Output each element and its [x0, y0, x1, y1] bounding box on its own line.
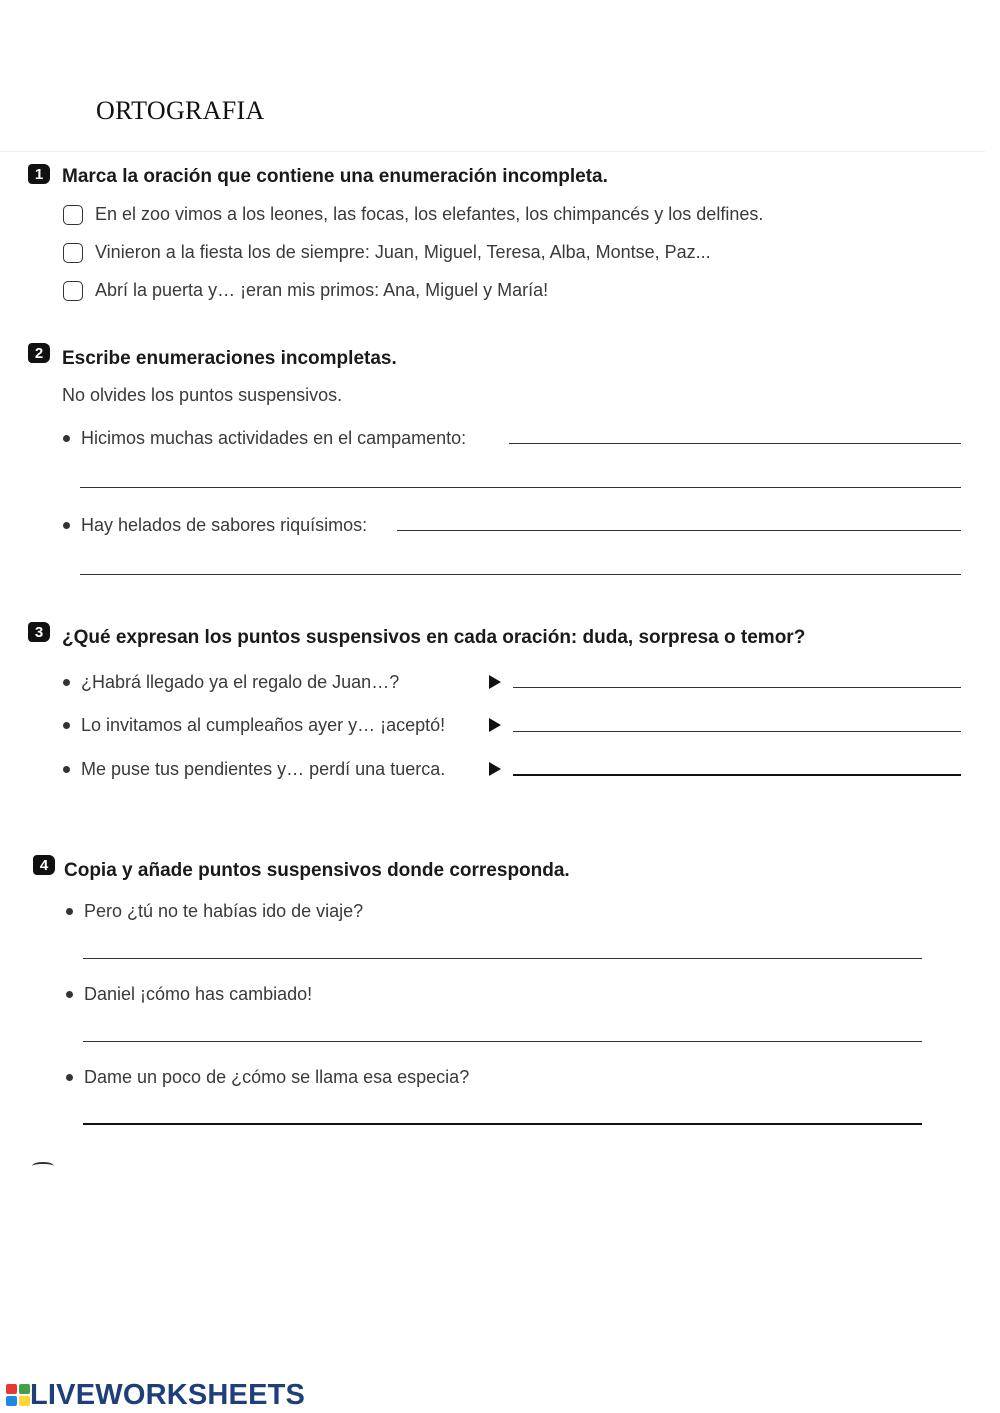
answer-line-2-1b[interactable]: [80, 487, 961, 488]
answer-line-3-1[interactable]: [513, 687, 961, 688]
exercise-2-number: 2: [28, 343, 50, 363]
exercise-2-item-2: Hay helados de sabores riquísimos:: [81, 515, 368, 535]
option-3-checkbox[interactable]: [63, 281, 83, 301]
answer-line-4-2[interactable]: [83, 1041, 922, 1042]
exercise-1-number: 1: [28, 164, 50, 184]
bullet: [66, 908, 73, 915]
answer-line-3-3[interactable]: [513, 774, 961, 776]
bullet: [63, 679, 70, 686]
exercise-4-number: 4: [33, 855, 55, 875]
exercise-4-item-3: Dame un poco de ¿cómo se llama esa especia?: [84, 1067, 470, 1087]
answer-line-2-2b[interactable]: [80, 574, 961, 575]
exercise-1-heading: Marca la oración que contiene una enumeración incompleta.: [62, 166, 608, 187]
exercise-3-item-2: Lo invitamos al cumpleaños ayer y… ¡aceptó!: [81, 715, 446, 735]
brand-wordmark[interactable]: LIVEWORKSHEETS: [30, 1379, 306, 1411]
exercise-2-instruction: No olvides los puntos suspensivos.: [62, 385, 343, 405]
bullet: [63, 766, 70, 773]
exercise-4-item-2: Daniel ¡cómo has cambiado!: [84, 984, 313, 1004]
answer-line-4-1[interactable]: [83, 958, 922, 959]
arrow-right-icon: [489, 675, 501, 689]
option-3-label: Abrí la puerta y… ¡eran mis primos: Ana, Miguel y María!: [95, 280, 549, 300]
exercise-2-heading: Escribe enumeraciones incompletas.: [62, 348, 397, 369]
answer-line-4-3[interactable]: [83, 1123, 922, 1125]
liveworksheets-logo-icon: [6, 1384, 30, 1406]
exercise-4-heading: Copia y añade puntos suspensivos donde corresponda.: [64, 860, 570, 881]
option-1-checkbox[interactable]: [63, 205, 83, 225]
option-1-label: En el zoo vimos a los leones, las focas, los elefantes, los chimpancés y los delfines.: [95, 204, 764, 224]
answer-line-2-2a[interactable]: [397, 530, 961, 531]
page-title: ORTOGRAFIA: [96, 96, 265, 125]
bullet: [63, 435, 70, 442]
option-2-label: Vinieron a la fiesta los de siempre: Juan, Miguel, Teresa, Alba, Montse, Paz...: [95, 242, 711, 262]
arrow-right-icon: [489, 718, 501, 732]
answer-line-3-2[interactable]: [513, 731, 961, 732]
arrow-right-icon: [489, 762, 501, 776]
divider: [0, 151, 985, 152]
bullet: [63, 722, 70, 729]
exercise-3-item-1: ¿Habrá llegado ya el regalo de Juan…?: [81, 672, 400, 692]
exercise-3-item-3: Me puse tus pendientes y… perdí una tuerca.: [81, 759, 446, 779]
exercise-3-heading: ¿Qué expresan los puntos suspensivos en cada oración: duda, sorpresa o temor?: [62, 627, 806, 648]
exercise-4-item-1: Pero ¿tú no te habías ido de viaje?: [84, 901, 364, 921]
exercise-2-item-1: Hicimos muchas actividades en el campamento:: [81, 428, 467, 448]
exercise-3-number: 3: [28, 622, 50, 642]
answer-line-2-1a[interactable]: [509, 443, 961, 444]
bullet: [63, 522, 70, 529]
bullet: [66, 991, 73, 998]
option-2-checkbox[interactable]: [63, 243, 83, 263]
bullet: [66, 1074, 73, 1081]
cropped-badge-fragment: [32, 1162, 54, 1170]
